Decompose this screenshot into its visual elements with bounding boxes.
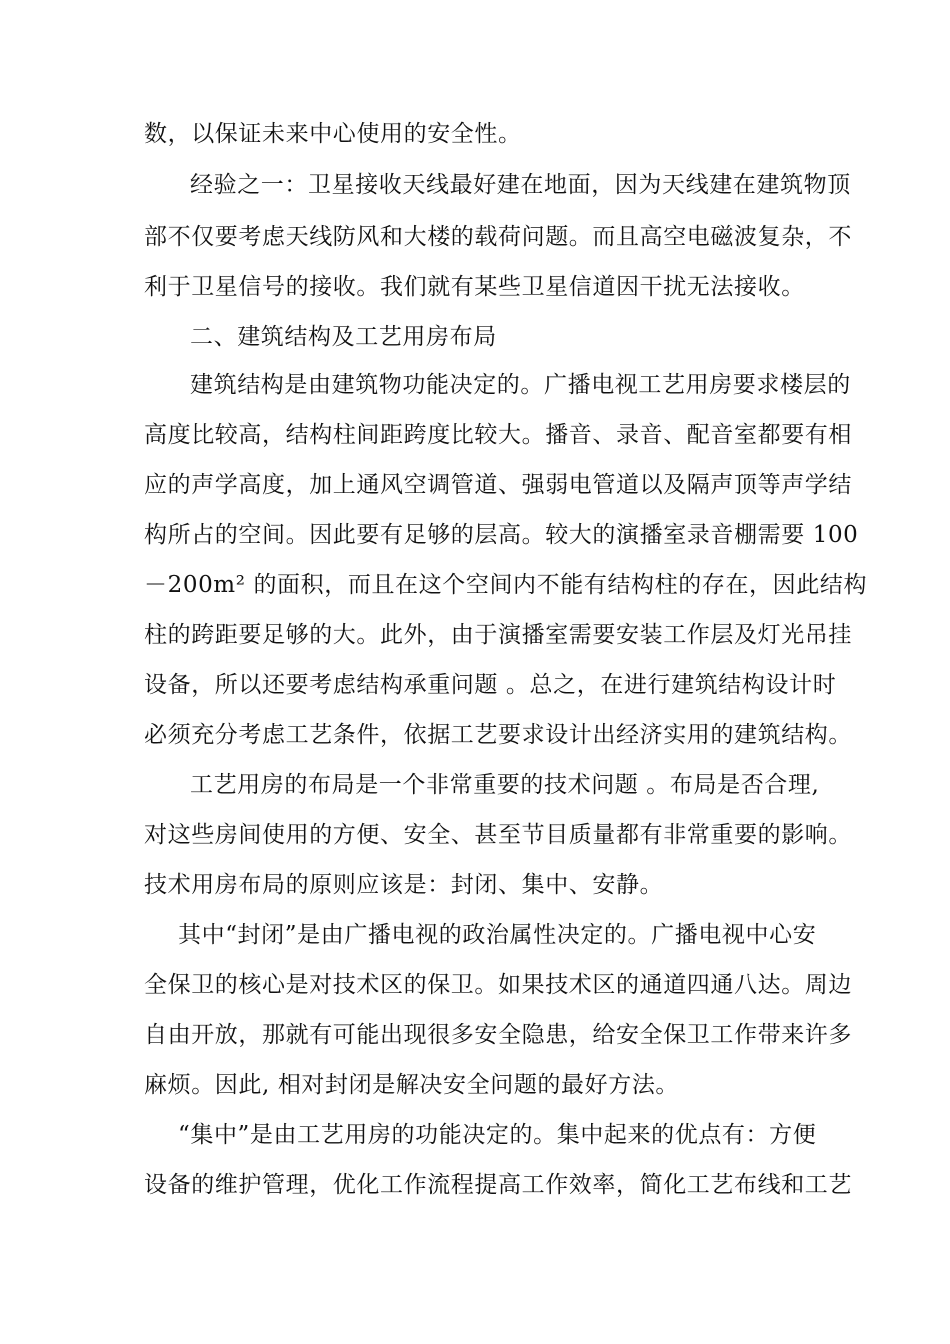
text-line-18: 全保卫的核心是对技术区的保卫。如果技术区的通道四通八达。周边: [144, 972, 852, 998]
text-line-21: “集中”是由工艺用房的功能决定的。集中起来的优点有：方便: [178, 1122, 817, 1148]
text-line-16: 技术用房布局的原则应该是：封闭、集中、安静。: [144, 872, 664, 898]
text-line-13: 必须充分考虑工艺条件，依据工艺要求设计出经济实用的建筑结构。: [144, 722, 852, 748]
text-line-19: 自由开放，那就有可能出现很多安全隐患，给安全保卫工作带来许多: [144, 1022, 852, 1048]
text-line-12: 设备，所以还要考虑结构承重问题 。总之，在进行建筑结构设计时: [144, 672, 837, 698]
text-line-14: 工艺用房的布局是一个非常重要的技术问题 。布局是否合理,: [190, 772, 820, 798]
text-line-10: －200m² 的面积，而且在这个空间内不能有结构柱的存在，因此结构: [144, 572, 868, 598]
text-line-15: 对这些房间使用的方便、安全、甚至节目质量都有非常重要的影响。: [144, 822, 852, 848]
section-heading: 二、建筑结构及工艺用房布局: [190, 324, 497, 350]
text-line-7: 高度比较高，结构柱间距跨度比较大。播音、录音、配音室都要有相: [144, 422, 852, 448]
text-line-20: 麻烦。因此, 相对封闭是解决安全问题的最好方法。: [144, 1072, 680, 1098]
text-line-11: 柱的跨距要足够的大。此外，由于演播室需要安装工作层及灯光吊挂: [144, 622, 852, 648]
text-line-4: 利于卫星信号的接收。我们就有某些卫星信道因干扰无法接收。: [144, 274, 805, 300]
text-line-22: 设备的维护管理，优化工作流程提高工作效率，简化工艺布线和工艺: [144, 1172, 852, 1198]
text-line-8: 应的声学高度，加上通风空调管道、强弱电管道以及隔声顶等声学结: [144, 472, 852, 498]
text-line-9: 构所占的空间。因此要有足够的层高。较大的演播室录音棚需要 100: [144, 522, 859, 548]
text-line-6: 建筑结构是由建筑物功能决定的。广播电视工艺用房要求楼层的: [190, 372, 851, 398]
text-line-2: 经验之一：卫星接收天线最好建在地面，因为天线建在建筑物顶: [190, 172, 851, 198]
text-line-1: 数，以保证未来中心使用的安全性。: [144, 121, 522, 147]
text-line-3: 部不仅要考虑天线防风和大楼的载荷问题。而且高空电磁波复杂，不: [144, 224, 852, 250]
text-line-17: 其中“封闭”是由广播电视的政治属性决定的。广播电视中心安: [178, 922, 817, 948]
